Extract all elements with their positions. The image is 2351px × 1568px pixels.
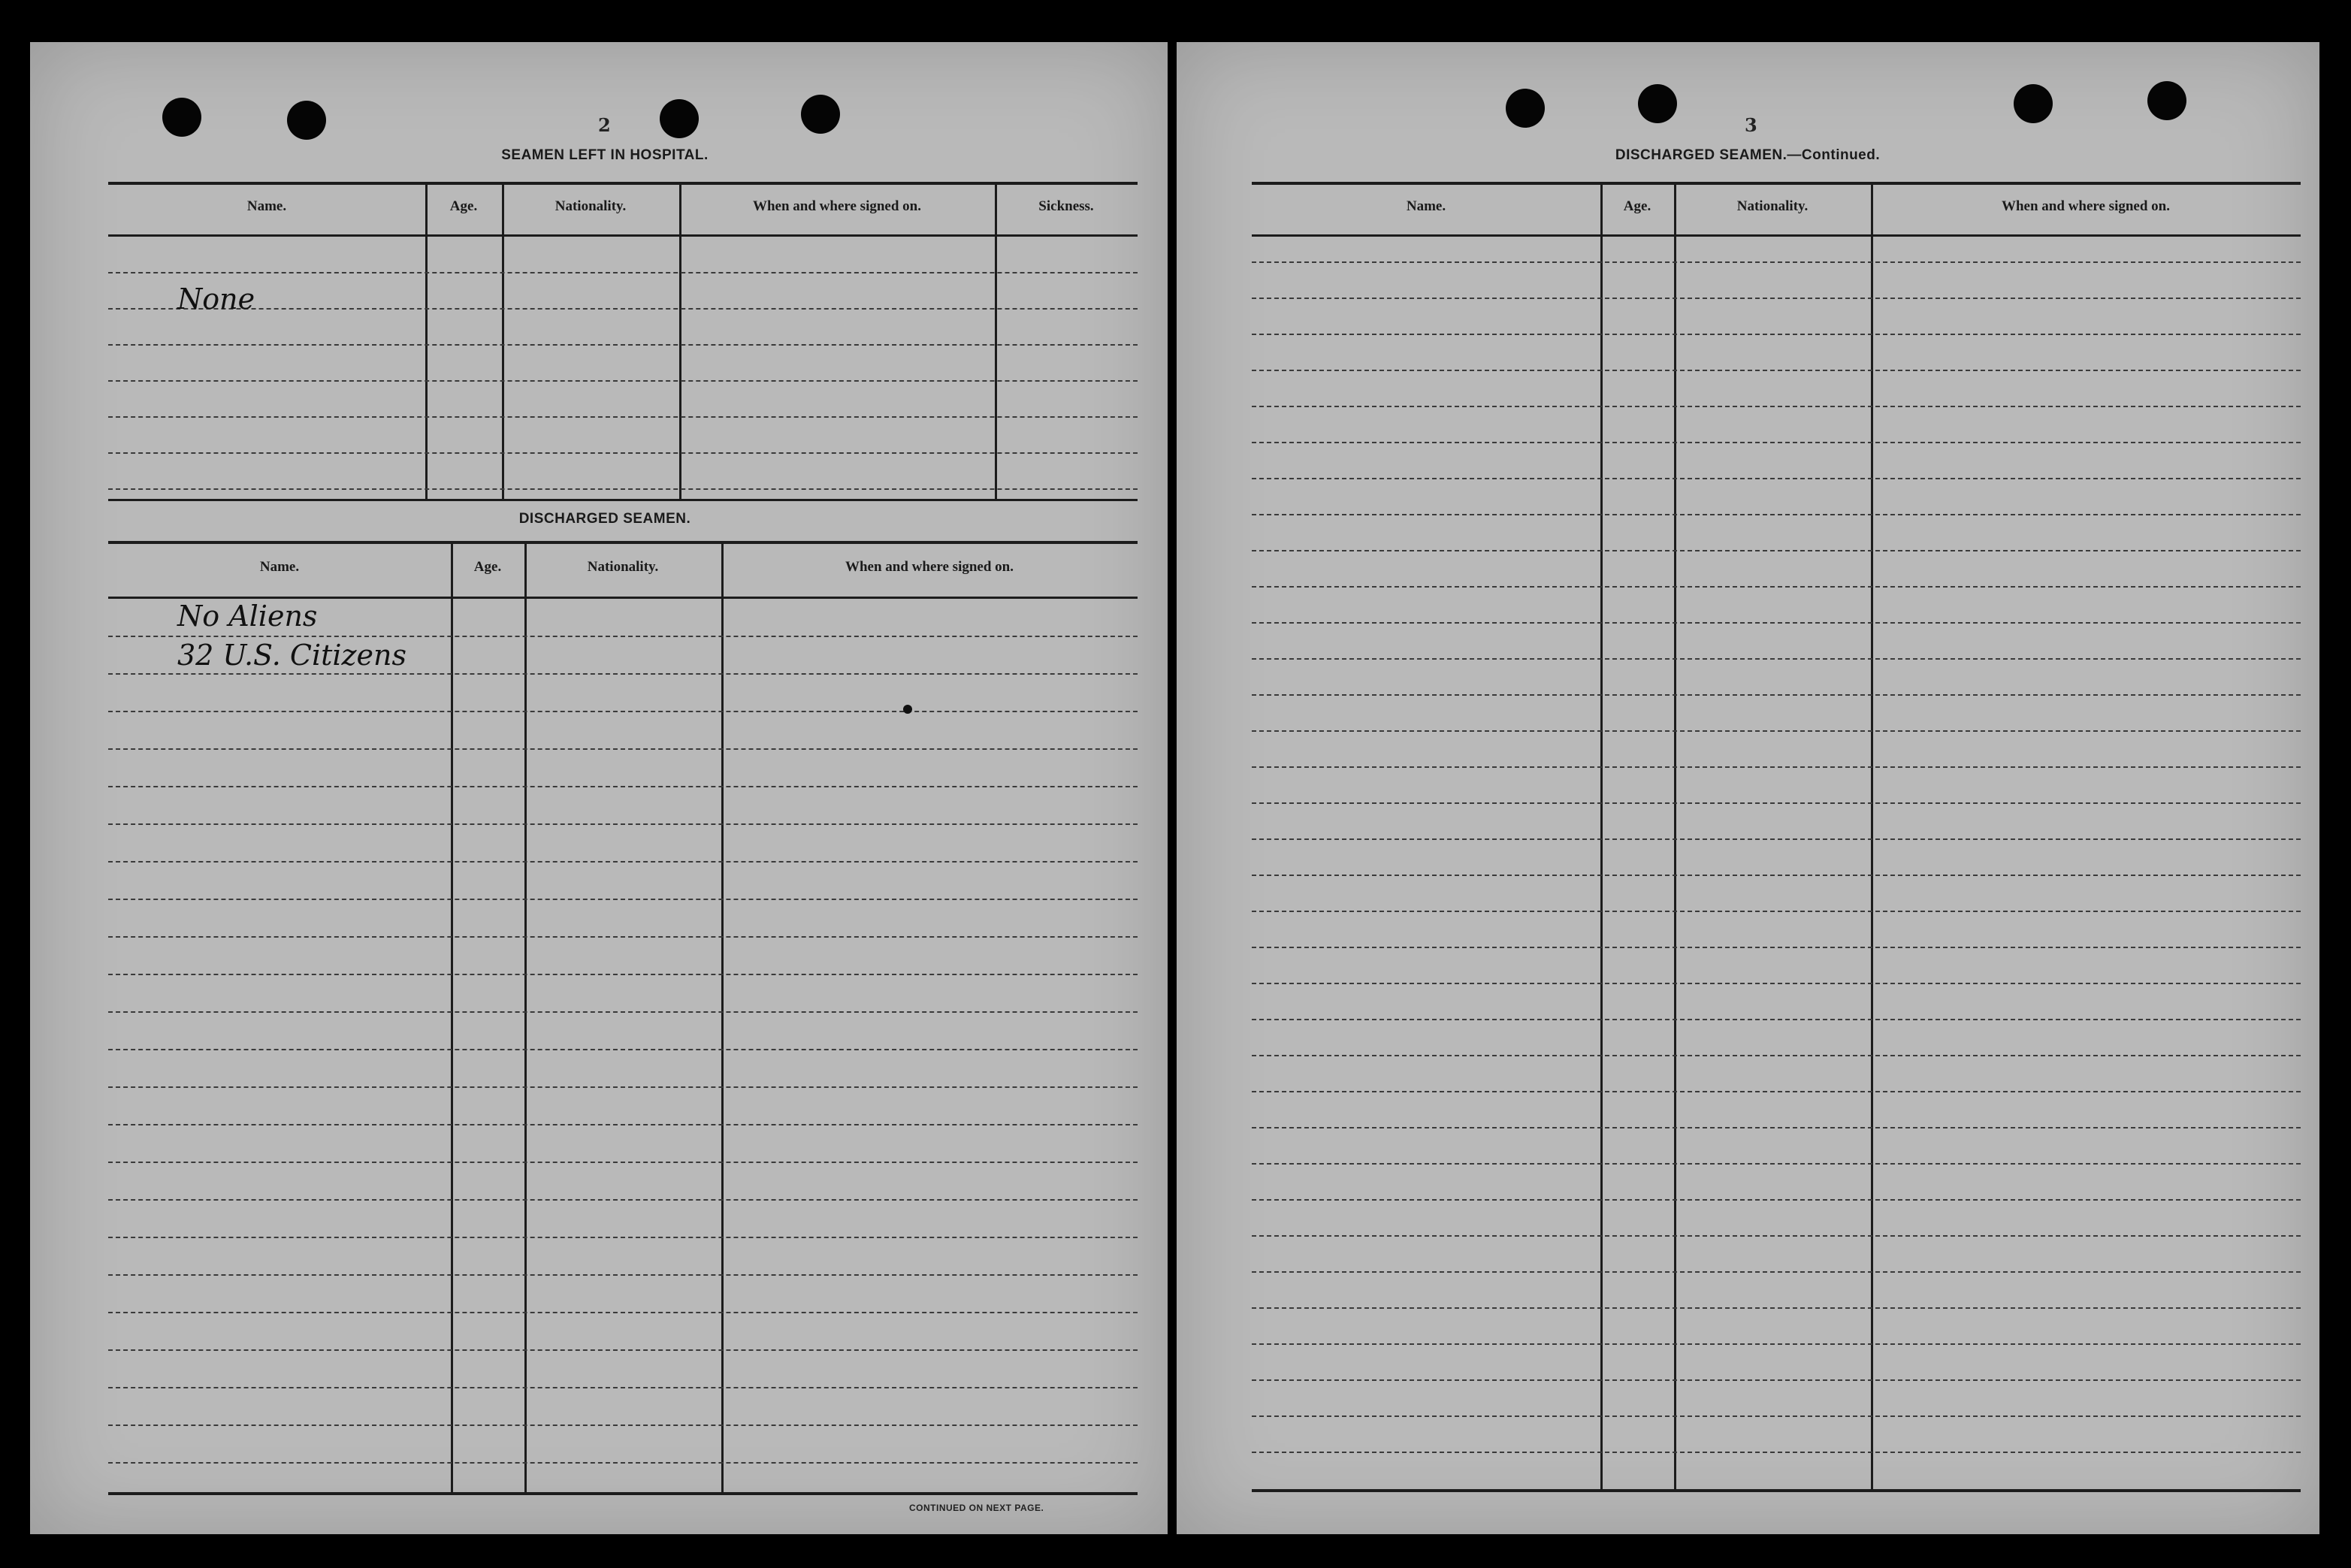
punch-hole bbox=[801, 95, 840, 134]
col-header-signed-on: When and where signed on. bbox=[752, 198, 921, 214]
col-header-signed-on: When and where signed on. bbox=[2001, 198, 2170, 214]
punch-hole bbox=[660, 99, 699, 138]
col-header-age: Age. bbox=[1623, 198, 1651, 214]
table-top-rule bbox=[108, 182, 1138, 185]
punch-hole bbox=[2014, 84, 2053, 123]
left-page bbox=[30, 42, 1168, 1534]
punch-hole bbox=[1638, 84, 1677, 123]
handwritten-entry: 32 U.S. Citizens bbox=[177, 639, 407, 672]
page-number: 3 bbox=[1745, 114, 1757, 136]
continued-note: CONTINUED ON NEXT PAGE. bbox=[909, 1503, 1044, 1513]
col-header-age: Age. bbox=[473, 559, 502, 575]
hospital-section-title: SEAMEN LEFT IN HOSPITAL. bbox=[501, 147, 709, 163]
col-header-age: Age. bbox=[449, 198, 478, 214]
col-header-name: Name. bbox=[246, 198, 287, 214]
col-header-name: Name. bbox=[1406, 198, 1446, 214]
col-header-nationality: Nationality. bbox=[587, 559, 659, 575]
punch-hole bbox=[1506, 89, 1545, 128]
col-header-signed-on: When and where signed on. bbox=[845, 559, 1014, 575]
section-title: DISCHARGED SEAMEN.—Continued. bbox=[1615, 147, 1881, 163]
discharged-rows bbox=[108, 598, 1138, 1492]
punch-hole bbox=[287, 101, 326, 140]
handwritten-entry: No Aliens bbox=[177, 600, 318, 633]
right-page bbox=[1177, 42, 2319, 1534]
punch-hole bbox=[2147, 81, 2186, 120]
handwritten-entry: None bbox=[177, 282, 255, 316]
col-header-sickness: Sickness. bbox=[1038, 198, 1094, 214]
ink-spot bbox=[903, 705, 912, 714]
punch-hole bbox=[162, 98, 201, 137]
col-header-nationality: Nationality. bbox=[1736, 198, 1809, 214]
discharged-rows bbox=[1252, 236, 2301, 1489]
hospital-rows bbox=[108, 236, 1138, 499]
discharged-section-title: DISCHARGED SEAMEN. bbox=[518, 511, 691, 527]
page-number: 2 bbox=[598, 114, 611, 136]
col-header-name: Name. bbox=[259, 559, 300, 575]
col-header-nationality: Nationality. bbox=[555, 198, 627, 214]
